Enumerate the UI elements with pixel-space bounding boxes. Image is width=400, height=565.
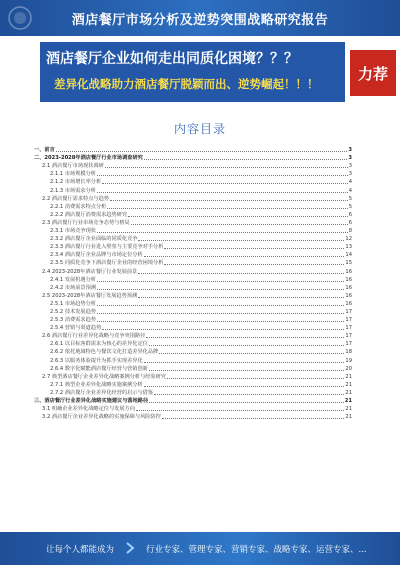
toc-entry-title: 2.3.1 市场竞争现状 [50,228,96,235]
toc-leader-dots [154,394,344,395]
toc-leader-dots [97,321,344,322]
toc-entry-title: 2.3.2 酒店餐厅企业面临的同质化竞争 [50,236,138,243]
toc-entry[interactable] [34,227,352,235]
toc-leader-dots [138,297,344,298]
toc-entry[interactable] [34,267,352,275]
toc-entry-title: 2.6.3 以服务体验提升为抓手实现差异化 [50,357,143,364]
toc-leader-dots [149,370,345,371]
toc-leader-dots [164,264,344,265]
toc-entry-title: 2.6.1 以目标客群需求为核心的差异化定位 [50,341,148,348]
toc-entry[interactable] [34,316,352,324]
footer-arrow-icon [124,540,140,556]
toc-entry[interactable] [34,235,352,243]
toc-leader-dots [149,402,344,403]
toc-leader-dots [144,159,348,160]
toc-entry-title: 2.6 酒店餐厅行业差异化战略与竞争突围路径 [42,333,146,340]
toc-leader-dots [144,386,345,387]
toc-entry[interactable] [34,219,352,227]
toc-entry[interactable] [34,397,352,405]
toc-entry[interactable] [34,146,352,154]
toc-entry-title: 2.4 2023-2028年酒店餐厅行业发展前景 [42,268,138,275]
toc-leader-dots [136,410,344,411]
toc-entry-title: 2.2.1 消费需求特点分析 [50,203,107,210]
toc-entry[interactable] [34,389,352,397]
toc-entry[interactable] [34,373,352,381]
toc-entry-title: 3.2 酒店餐厅企业差异化战略的实施保障与风险防控 [42,414,161,421]
toc-entry-page: 17 [345,333,352,340]
toc-entry-page: 18 [345,349,352,356]
toc-leader-dots [138,273,344,274]
toc-entry-page: 16 [345,268,352,275]
toc-entry-title: 2.3.5 同质化竞争下酒店餐厅企业的经营困境分析 [50,260,164,267]
toc-entry[interactable] [34,308,352,316]
toc-entry-page: 21 [345,373,352,380]
toc-entry-page: 12 [345,236,352,243]
banner-headline: 酒店餐厅企业如何走出同质化困境？？？ [46,51,298,67]
toc-entry-page: 14 [345,252,352,259]
toc-entry-title: 2.7.2 酒店餐厅企业差异化经营的启示与借鉴 [50,389,154,396]
toc-leader-dots [97,289,344,290]
toc-entry-title: 2.7.1 典型企业差异化战略实施案例分析 [50,381,143,388]
toc-leader-dots [102,329,344,330]
toc-leader-dots [97,313,344,314]
toc-entry[interactable] [34,243,352,251]
toc-entry[interactable] [34,178,352,186]
toc-entry[interactable] [34,154,352,162]
toc-leader-dots [97,305,344,306]
toc-entry-page: 21 [345,406,352,413]
toc-entry-page: 5 [348,203,352,210]
toc-entry-page: 16 [345,284,352,291]
toc-leader-dots [128,216,348,217]
toc-entry[interactable] [34,251,352,259]
toc-entry[interactable] [34,381,352,389]
toc-entry[interactable] [34,259,352,267]
toc-entry-title: 2.1.1 市场规模分析 [50,171,96,178]
toc-entry-page: 17 [345,317,352,324]
toc-entry-title: 2.1 酒店餐厅市场现状调研 [42,163,104,170]
toc-entry[interactable] [34,162,352,170]
toc-entry[interactable] [34,276,352,284]
toc-entry-page: 21 [344,398,352,404]
toc-leader-dots [159,353,344,354]
toc-entry[interactable] [34,195,352,203]
toc-entry-title: 2.4.1 发展机遇分析 [50,276,96,283]
toc-entry-page: 3 [348,147,352,154]
toc-leader-dots [97,281,344,282]
toc-entry[interactable] [34,284,352,292]
promo-banner [40,42,345,102]
toc-entry-title: 2.3 酒店餐厅行业市场竞争态势与格局 [42,219,130,226]
header-decoration-icon [6,4,34,32]
toc-entry-page: 3 [348,171,352,178]
toc-entry-page: 5 [348,195,352,202]
toc-leader-dots [164,248,344,249]
toc-entry[interactable] [34,211,352,219]
toc-leader-dots [107,208,347,209]
toc-entry[interactable] [34,365,352,373]
toc-entry-title: 2.1.2 市场增长率分析 [50,179,102,186]
toc-entry-title: 2.6.2 依托地域特色与餐饮文化打造差异化品牌 [50,349,159,356]
toc-leader-dots [144,256,345,257]
toc-entry-title: 2.5.4 营销与渠道趋势 [50,325,102,332]
toc-entry[interactable] [34,340,352,348]
toc-heading: 内容目录 [173,122,226,136]
report-title: 酒店餐厅市场分析及逆势突围战略研究报告 [71,12,329,28]
toc-entry-title: 2.7 典型酒店餐厅企业差异化战略案例分析与经验研究 [42,373,167,380]
toc-entry-page: 16 [345,300,352,307]
toc-entry-page: 17 [345,308,352,315]
toc-entry-page: 4 [348,179,352,186]
toc-entry-page: 16 [345,292,352,299]
toc-leader-dots [97,175,348,176]
toc-entry-page: 3 [348,163,352,170]
recommend-badge: 力荐 [350,50,396,96]
toc-entry-title: 2.5.3 消费需求趋势 [50,317,96,324]
toc-entry-page: 21 [345,381,352,388]
toc-leader-dots [138,240,344,241]
footer-slogan: 让每个人都能成为 [46,545,115,555]
toc-entry[interactable] [34,324,352,332]
toc-leader-dots [102,183,348,184]
report-header-bar [0,0,400,36]
toc-entry-title: 2.5.1 市场趋势分析 [50,300,96,307]
toc-entry-title: 2.4.2 市场前景预测 [50,284,96,291]
toc-entry-title: 2.6.4 数字化赋能酒店餐厅经营与营销创新 [50,365,148,372]
toc-leader-dots [131,224,348,225]
toc-entry[interactable] [34,332,352,340]
toc-entry-title: 2.1.3 市场需求分析 [50,187,96,194]
toc-leader-dots [105,167,348,168]
table-of-contents [34,146,352,421]
toc-entry-page: 8 [348,228,352,235]
toc-entry-page: 3 [348,155,352,162]
toc-entry-page: 17 [345,325,352,332]
toc-entry-page: 19 [345,357,352,364]
toc-entry[interactable] [34,405,352,413]
toc-entry[interactable] [34,348,352,356]
toc-entry-title: 2.3.3 酒店餐厅行业进入壁垒与主要竞争对手分析 [50,244,164,251]
toc-entry-page: 21 [345,389,352,396]
toc-leader-dots [97,232,348,233]
toc-leader-dots [144,362,345,363]
toc-entry[interactable] [34,356,352,364]
toc-entry-title: 3.1 明确企业差异化战略定位与发展方向 [42,406,135,413]
toc-entry[interactable] [34,170,352,178]
toc-entry-page: 6 [348,219,352,226]
toc-entry-page: 4 [348,187,352,194]
toc-entry-title: 二、2023-2028年酒店餐厅行业市场调查研究 [34,155,143,162]
toc-entry[interactable] [34,300,352,308]
toc-entry-page: 6 [348,211,352,218]
toc-leader-dots [56,151,348,152]
toc-entry-title: 2.5.2 技术发展趋势 [50,308,96,315]
toc-entry-page: 15 [345,260,352,267]
toc-leader-dots [167,378,344,379]
footer-roles: 行业专家、管理专家、营销专家、战略专家、运营专家、... [146,545,367,555]
toc-entry[interactable] [34,186,352,194]
toc-entry-page: 13 [345,244,352,251]
toc-leader-dots [97,192,348,193]
toc-entry-page: 16 [345,276,352,283]
toc-entry-title: 2.2.2 酒店餐厅消费需求趋势研究 [50,211,128,218]
toc-leader-dots [162,418,345,419]
toc-entry-page: 20 [345,365,352,372]
toc-entry-title: 三、酒店餐厅行业差异化战略实施建议与落地路径 [34,398,149,404]
toc-entry-title: 一、前言 [34,147,55,154]
toc-entry-title: 2.5 2023-2028年酒店餐厅发展趋势预测 [42,292,138,299]
footer-bar [0,532,400,565]
toc-entry[interactable] [34,292,352,300]
toc-entry-title: 2.3.4 酒店餐厅企业品牌与市场定位分析 [50,252,143,259]
toc-leader-dots [149,345,345,346]
toc-entry-title: 2.2 酒店餐厅需求特点与趋势 [42,195,109,202]
toc-entry[interactable] [34,203,352,211]
banner-subheadline: 差异化战略助力酒店餐厅脱颖而出、逆势崛起！！！ [54,77,319,91]
toc-leader-dots [146,337,344,338]
toc-entry[interactable] [34,413,352,421]
toc-entry-page: 17 [345,341,352,348]
toc-leader-dots [110,200,348,201]
toc-entry-page: 21 [345,414,352,421]
